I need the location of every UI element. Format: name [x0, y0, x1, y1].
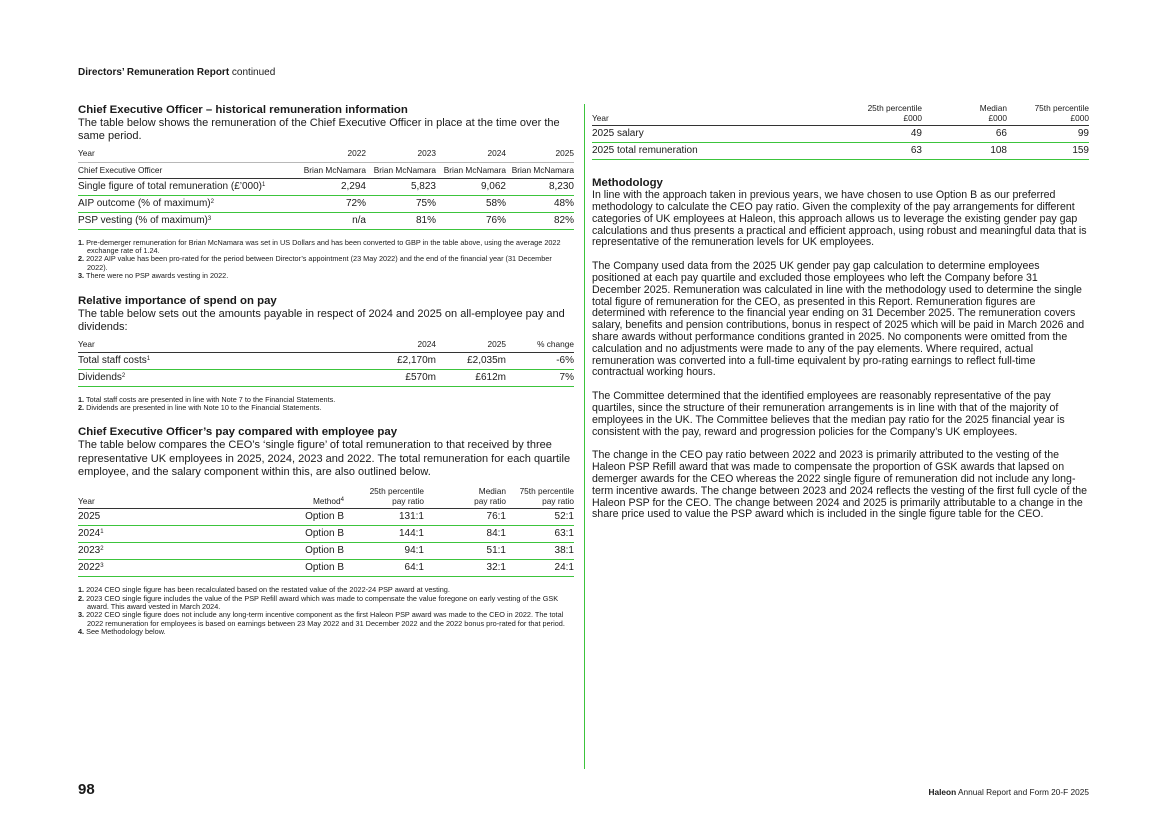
- ceo-history-intro: The table below shows the remuneration of the Chief Executive Officer in place at the time over the same period.: [78, 117, 560, 143]
- footnote-ref: 1: [262, 181, 266, 188]
- methodology-paragraph: In line with the approach taken in previous years, we have chosen to use Option B as our preferred methodology to calculate the CEO pay ratio. Given the complexity of the pay arrangements for different categories of UK employees at Haleon, this approach allows us to leverage the existing gender pay gap calculations and thus presents a practical and efficient approach, using robust and meaningful data that is representative of the remuneration levels for UK employees.: [592, 189, 1087, 249]
- cell: 5,823: [410, 180, 436, 192]
- footnote-ref: 1: [146, 355, 151, 362]
- methodology-paragraph: The change in the CEO pay ratio between 2022 and 2023 is primarily attributed to the vesting of the Haleon PSP Refill award that was made to compensate the proportion of GSK awards that lapsed on demerger awards for the CEO whereas the 2022 single figure of remuneration did not include any long-term incentive awards. The change between 2023 and 2024 reflects the vesting of the first full cycle of the Haleon PSP for the CEO. The change between 2024 and 2025 is primarily attributable to a change in the share price used to value the PSP award which is included in the single figure table for the CEO.: [592, 449, 1088, 521]
- cell: 58%: [485, 197, 506, 209]
- report-name: Annual Report and Form 20-F 2025: [956, 787, 1089, 797]
- year-header: Year: [78, 148, 95, 159]
- footnote: 2. 2022 AIP value has been pro-rated for the period between Director’s appointment (23 May 2022) and the end of the financial year (31 December 2022).: [78, 254, 552, 272]
- footnote-ref: 2: [210, 198, 214, 205]
- methodology-paragraph: The Committee determined that the identified employees are reasonably representative of the pay quartiles, since the structure of their remuneration arrangements is in line with that of the majority of employees in the UK. The Committee believes that the median pay ratio for the 2025 financial year is consistent with the pay, reward and progression policies for the Company’s UK employees.: [592, 390, 1065, 438]
- col-header: Median £000: [979, 103, 1007, 123]
- page-number: 98: [78, 781, 95, 798]
- table-row: 2024$^1$ Option B 144:1 84:1 63:1: [78, 526, 574, 543]
- methodology-title: Methodology: [592, 177, 663, 190]
- ceo-history-title: Chief Executive Officer – historical remuneration information: [78, 104, 408, 116]
- cell: 2,294: [340, 180, 366, 192]
- footnote-ref: 2: [121, 372, 126, 379]
- row-label: Single figure of total remuneration (£’000): [78, 180, 262, 192]
- ceo-name: Brian McNamara: [373, 165, 436, 175]
- footnote: 2. 2023 CEO single figure includes the value of the PSP Refill award which was made to compensate the value foregone on early vesting of the GSK award. This award vested in March 2024.: [78, 593, 559, 612]
- ceo-name: Brian McNamara: [443, 165, 506, 175]
- table-row: 2022$^3$ Option B 64:1 32:1 24:1: [78, 560, 574, 577]
- spend-footnotes: [78, 396, 574, 413]
- table-row: 2025 total remuneration 63 108 159: [592, 143, 1089, 160]
- column-divider: [584, 104, 585, 769]
- cell: £612m: [475, 371, 506, 383]
- running-header: [78, 67, 275, 78]
- cell: 7%: [559, 371, 574, 383]
- table-row: 2025 Option B 131:1 76:1 52:1: [78, 509, 574, 526]
- right-column: [592, 104, 1089, 533]
- year-col: 2025: [555, 148, 574, 159]
- col-header: 75th percentile £000: [1034, 103, 1089, 123]
- ceo-name: Brian McNamara: [303, 165, 366, 175]
- cell: 81%: [415, 214, 436, 226]
- cell: 8,230: [548, 180, 574, 192]
- table-row: [78, 178, 574, 195]
- spend-table: [78, 340, 574, 387]
- col-header: % change: [537, 339, 574, 350]
- year-col: 2024: [487, 148, 506, 159]
- running-header-rest: continued: [229, 67, 276, 78]
- col-header: 25th percentile pay ratio: [369, 486, 424, 506]
- cell: 82%: [553, 214, 574, 226]
- methodology-paragraph: The Company used data from the 2025 UK gender pay gap calculation to determine employees positioned at each pay quartile and excluded those employees who left the Company before 31 December 2025. Remuneration was calculated in line with the methodology used to determine the single total figure of remuneration for the CEO, as presented in this Report. Remuneration figures are determined with reference to the financial year ending on 31 December 2025. The remuneration covers salary, benefits and pension contributions, bonus in respect of 2025 which will be paid in March 2026 and share awards without performance conditions granted in 2025. No components were omitted from the calculation and no adjustments were made to any of the pay elements. Where required, actual remuneration was converted into a full-time equivalent by pro-rating earnings to reflect full-time contractual working hours.: [592, 260, 1085, 379]
- ceo-pay-section: [78, 426, 574, 636]
- cell: 75%: [415, 197, 436, 209]
- table-row: [78, 212, 574, 229]
- footer-title: [929, 787, 1090, 797]
- row-label: PSP vesting (% of maximum): [78, 214, 208, 226]
- ceo-pay-title: Chief Executive Officer’s pay compared with employee pay: [78, 426, 398, 439]
- spend-title: Relative importance of spend on pay: [78, 294, 277, 307]
- cell: £2,035m: [467, 354, 506, 366]
- footnote: 2. Dividends are presented in line with Note 10 to the Financial Statements.: [78, 403, 322, 413]
- row-label: Dividends: [78, 371, 122, 383]
- ceo-pay-intro: The table below compares the CEO’s ‘single figure’ of total remuneration to that received by three representative UK employees in 2025, 2024, 2023 and 2022. The total remuneration for each quartile employee, and the salary component within this, are also outlined below.: [78, 439, 571, 478]
- year-col: 2023: [417, 148, 436, 159]
- cell: 9,062: [480, 180, 506, 192]
- col-header: 75th percentile pay ratio: [519, 486, 574, 506]
- col-header: Year: [78, 495, 95, 506]
- spend-section: [78, 295, 574, 413]
- footnote-ref: 3: [207, 215, 212, 222]
- footnote: 4. See Methodology below.: [78, 627, 166, 637]
- cell: £570m: [405, 371, 436, 383]
- col-header: 2025: [487, 339, 506, 350]
- running-header-bold: Directors’ Remuneration Report: [78, 67, 230, 78]
- salary-table: [592, 104, 1089, 160]
- ceo-history-table: [78, 149, 574, 229]
- ceo-pay-ratio-table: [78, 487, 574, 577]
- col-header: Year: [592, 112, 609, 123]
- row-label: AIP outcome (% of maximum): [78, 197, 211, 209]
- table-row: [78, 352, 574, 369]
- footnote: 1. Total staff costs are presented in line with Note 7 to the Financial Statements.: [78, 394, 336, 404]
- ceo-name: Brian McNamara: [511, 165, 574, 175]
- cell: n/a: [352, 214, 366, 226]
- col-header: Year: [78, 339, 95, 350]
- cell: 48%: [553, 197, 574, 209]
- footnote: 1. 2024 CEO single figure has been recalculated based on the restated value of the 2022-24 PSP award at vesting.: [78, 585, 450, 595]
- table-row: [78, 195, 574, 212]
- ceo-header: Chief Executive Officer: [78, 165, 163, 175]
- table-row: 2025 salary 49 66 99: [592, 126, 1089, 143]
- cell: £2,170m: [397, 354, 436, 366]
- row-label: Total staff costs: [78, 354, 147, 366]
- footnote: 3. 2022 CEO single figure does not include any long-term incentive component as the first Haleon PSP award was made to the CEO in 2022. The total 2022 remuneration for employees is based on earnings between 23 May 2022 and 31 December 2022 and the 2022 bonus pro-rated for that period.: [78, 610, 565, 628]
- brand-name: Haleon: [928, 787, 957, 797]
- col-header: Method$^4$: [312, 495, 344, 506]
- year-col: 2022: [347, 148, 366, 159]
- table-row: [78, 369, 574, 386]
- col-header: 2024: [417, 339, 436, 350]
- col-header: 25th percentile £000: [867, 103, 922, 123]
- cell: -6%: [556, 354, 574, 366]
- cell: 76%: [485, 214, 506, 226]
- cell: 72%: [345, 197, 366, 209]
- footnote: 3. There were no PSP awards vesting in 2022.: [78, 271, 229, 281]
- ceo-history-footnotes: [78, 239, 574, 281]
- table-row: 2023$^2$ Option B 94:1 51:1 38:1: [78, 543, 574, 560]
- footnote: 1. Pre-demerger remuneration for Brian McNamara was set in US Dollars and has been converted to GBP in the table above, using the average 2022 exchange rate of 1.24.: [78, 237, 561, 255]
- spend-intro: The table below sets out the amounts payable in respect of 2024 and 2025 on all-employee pay and dividends:: [78, 307, 565, 333]
- col-header: Median pay ratio: [474, 486, 506, 506]
- left-column: [78, 104, 574, 637]
- methodology-section: [592, 177, 1089, 521]
- ceo-pay-footnotes: [78, 586, 574, 636]
